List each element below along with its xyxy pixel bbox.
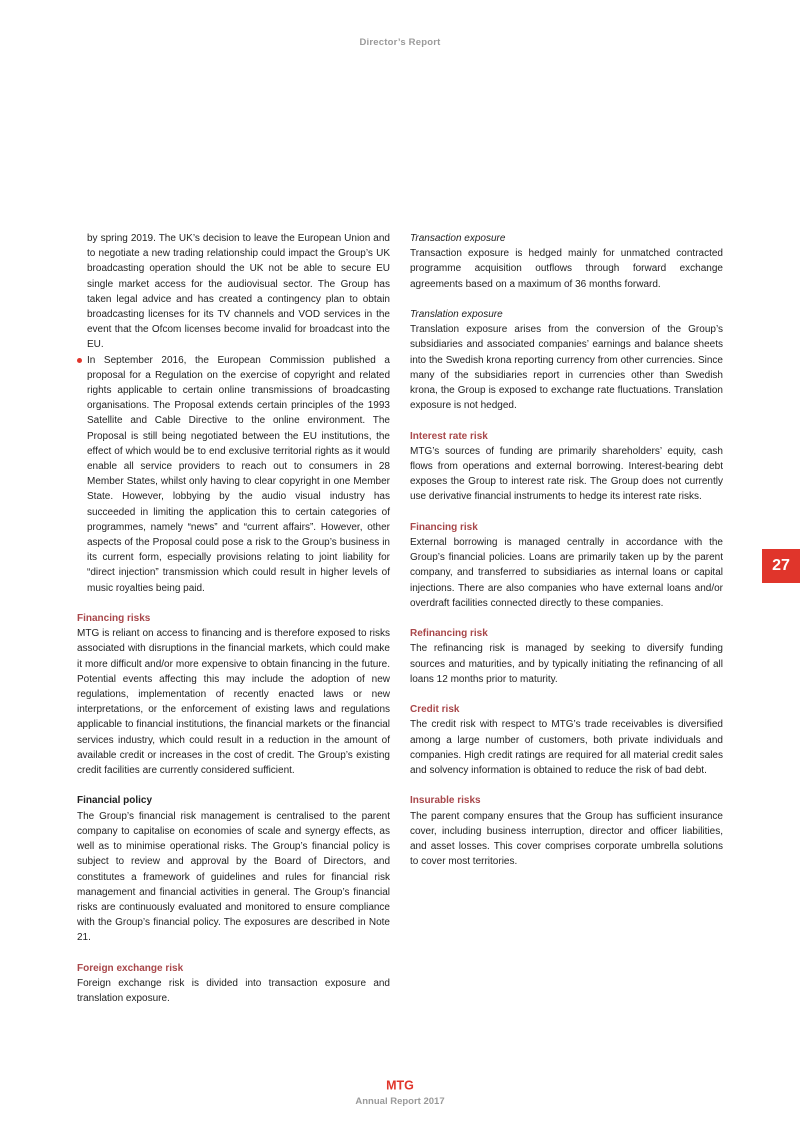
continued-paragraph: by spring 2019. The UK’s decision to leave the European Union and to negotiate a new trading relationship could impact the Group’s UK broadcasting operation should the UK not be able to secure EU single market access for the audiovisual sector. The Group has taken legal advice and has created a contingency plan to obtain broadcasting licenses for its TV channels and VOD services in the event that the Ofcom licenses become invalid for broadcast into the EU. <box>87 233 390 351</box>
bullet-text: In September 2016, the European Commission published a proposal for a Regulation on the exercise of copyright and related rights applicable to certain online transmissions of broadcasting organisations. The Proposal extends certain principles of the 1993 Satellite and Cable Directive to the online environment. The Proposal is still being negotiated between the EU institutions, the effect of which would be to end exclusive territorial rights as it would enable all service providers to reach out to consumers in 28 Member States, whilst only having to clear copyright in one Member State. However, lobbying by the audio visual industry has succeeded in limiting the application this to certain categories of programmes, namely “news” and “current affairs”. However, other aspects of the Proposal could pose a risk to the Group’s business in its current form, especially provisions relating to joint liability for “direct injection” transmission which could result in higher levels of music royalties being paid. <box>87 354 390 594</box>
heading-financing-risks: Financing risks <box>77 613 151 625</box>
bullet-item-copyright <box>77 353 390 596</box>
mtg-logo-icon <box>386 1078 414 1092</box>
bullet-dot-icon <box>77 358 82 363</box>
footer-annual-report: Annual Report 2017 <box>355 1096 445 1107</box>
left-column <box>77 231 390 1006</box>
right-column <box>410 231 723 869</box>
paragraph-insurable-risks: The parent company ensures that the Group has sufficient insurance cover, including business interruption, director and officer liabilities, and asset losses. This cover comprises corporate umbrella solutions to cover most territories. <box>410 810 723 868</box>
paragraph-refinancing-risk: The refinancing risk is managed by seeking to diversify funding sources and maturities, and by typically initiating the refinancing of all loans 12 months prior to maturity. <box>410 643 723 685</box>
heading-financial-policy: Financial policy <box>77 795 153 807</box>
page-number-tab: 27 <box>762 549 800 583</box>
heading-refinancing-risk: Refinancing risk <box>410 628 488 640</box>
heading-interest-rate-risk: Interest rate risk <box>410 430 488 442</box>
heading-insurable-risks: Insurable risks <box>410 795 481 807</box>
heading-transaction-exposure: Transaction exposure <box>410 233 506 244</box>
paragraph-financial-policy: The Group’s financial risk management is centralised to the parent company to capitalise on economies of scale and synergy effects, as well as to minimise operational risks. The Group’s financial policy is subject to review and approval by the Board of Directors, and constitutes a framework of guidelines and rules for financial risk management and financial activities in general. The Group’s financial risks are continuously evaluated and monitored to ensure compliance with the Group’s financial policy. The exposures are described in Note 21. <box>77 810 390 944</box>
paragraph-interest-rate-risk: MTG’s sources of funding are primarily shareholders’ equity, cash flows from operations and external borrowing. Interest-bearing debt exposes the Group to interest rate risk. The Group does not currently use derivative financial instruments to hedge its interest rate risks. <box>410 445 723 503</box>
paragraph-translation-exposure: Translation exposure arises from the conversion of the Group’s subsidiaries and associated companies’ earnings and balance sheets into the Swedish krona reporting currency from other currencies. Since many of the subsidiaries report in currencies other than Swedish krona, the Group is exposed to exchange rate fluctuations. Translation exposure is not hedged. <box>410 324 723 412</box>
heading-credit-risk: Credit risk <box>410 704 460 716</box>
paragraph-credit-risk: The credit risk with respect to MTG’s trade receivables is diversified among a large number of customers, both private individuals and companies. High credit ratings are required for all material credit sales and solvency information is obtained to reduce the risk of bad debt. <box>410 719 723 777</box>
heading-translation-exposure: Translation exposure <box>410 309 503 320</box>
paragraph-financing-risks: MTG is reliant on access to financing and is therefore exposed to risks associated with disruptions in the financial markets, which could make it more difficult and/or more expensive to obtain financing in the future. Potential events affecting this may include the adoption of new regulations, implementation of recently enacted laws or new interpretations, or the enforcement of existing laws and regulations applicable to financial institutions, the financial markets or the financial services industry, which could result in a reduction in the amount of available credit or increases in the cost of credit. The Group’s existing credit facilities are currently considered sufficient. <box>77 628 390 777</box>
paragraph-financing-risk: External borrowing is managed centrally in accordance with the Group’s financial policies. Loans are primarily taken up by the parent company, and transferred to subsidiaries as internal loans or capital injections. There are also companies who have external loans and/or overdraft facilities connected directly to these companies. <box>410 537 723 609</box>
heading-financing-risk: Financing risk <box>410 521 478 533</box>
paragraph-transaction-exposure: Transaction exposure is hedged mainly for unmatched contracted programme acquisition outflows through forward exchange agreements based on a maximum of 36 months forward. <box>410 248 723 290</box>
heading-foreign-exchange-risk: Foreign exchange risk <box>77 962 184 974</box>
paragraph-foreign-exchange-risk: Foreign exchange risk is divided into transaction exposure and translation exposure. <box>77 977 390 1005</box>
page-header: Director’s Report <box>359 37 441 48</box>
logo-text: MTG <box>386 1078 414 1092</box>
